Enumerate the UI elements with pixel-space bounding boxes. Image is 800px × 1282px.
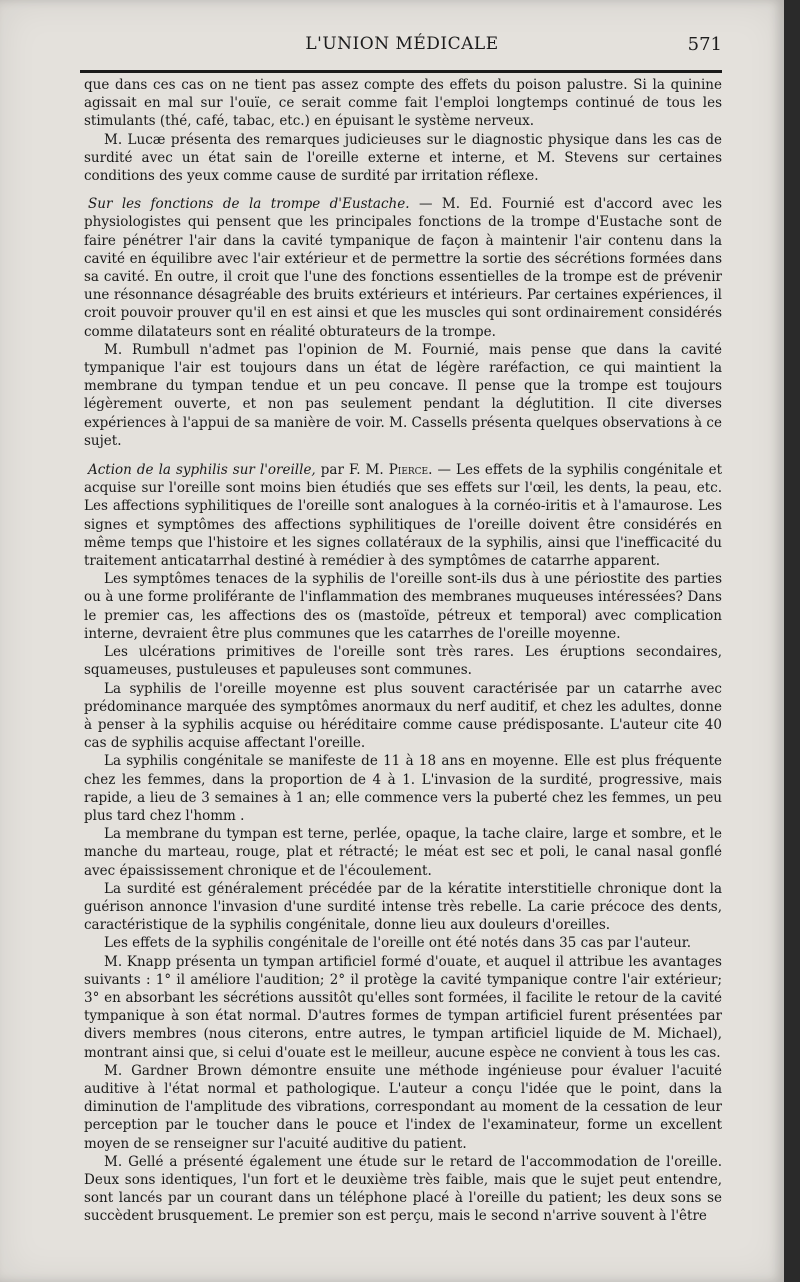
- section-lead-syphilis: . — Les effets de la syphilis congénitale et acquise sur l'oreille sont moins bien étudiés que ses effets sur l'œil, les dents, la peau, etc. Les affections syphilitiques de l'oreille sont analogues à la cornéo-iritis et à l'amaurose. Les signes et symptômes des affections syphilitiques de l'oreille doivent être considérés en même temps que l'histoire et les signes collatéraux de la syphilis, ainsi que l'inefficacité du traitement anticatarrhal destiné à remédier à des symptômes de catarrhe apparent.: [84, 462, 722, 570]
- paragraph-11: La surdité est généralement précédée par de la kératite interstitielle chronique dont la guérison annonce l'invasion d'une surdité intense très rebelle. La carie précoce des dents, caractéristique de la syphilis congénitale, donne lieu aux douleurs d'oreilles.: [84, 880, 722, 934]
- section-syphilis: [84, 461, 722, 570]
- paragraph-15: M. Gellé a présenté également une étude sur le retard de l'accommodation de l'oreille. Deux sons identiques, l'un fort et le deuxième très faible, mais que le sujet peut entendre, sont lancés par un courant dans un téléphone placé à l'oreille du patient; les deux sons se succèdent brusquement. Le premier son est perçu, mais le second n'arrive souvent à l'être: [84, 1153, 722, 1225]
- page-number: 571: [687, 34, 722, 55]
- paragraph-1: que dans ces cas on ne tient pas assez compte des effets du poison palustre. Si la quinine agissait en mal sur l'ouïe, ce serait comme fait l'emploi longtemps continué de tous les stimulants (thé, café, tabac, etc.) en épuisant le système nerveux.: [84, 77, 722, 130]
- paragraph-10: La membrane du tympan est terne, perlée, opaque, la tache claire, large et sombre, et le manche du marteau, rouge, plat et rétracté; le méat est sec et poli, le canal nasal gonflé avec épaississement chronique et de l'écoulement.: [84, 826, 722, 879]
- section-title-eustache: Sur les fonctions de la trompe d'Eustache.: [88, 196, 410, 213]
- section-eustache: [84, 195, 722, 341]
- paragraph-13: M. Knapp présenta un tympan artificiel formé d'ouate, et auquel il attribue les avantages suivants : 1° il améliore l'audition; 2° il protège la cavité tympanique contre l'air extérieur; 3° en absorbant les sécrétions aussitôt qu'elles sont formées, il facilite le retour de la cavité tympanique à son état normal. D'autres formes de tympan artificiel furent présentées par divers membres (nous citerons, entre autres, le tympan artificiel liquide de M. Michael), montrant ainsi que, si celui d'ouate est le meilleur, aucune espèce ne convient à tous les cas.: [84, 953, 722, 1061]
- paragraph-4: M. Rumbull n'admet pas l'opinion de M. Fournié, mais pense que dans la cavité tympanique l'air est toujours dans un état de légère raréfaction, ce qui maintient la membrane du tympan tendue et un peu concave. Il pense que la trompe est toujours légèrement ouverte, et non pas seulement pendant la déglutition. Il cite diverses expériences à l'appui de sa manière de voir. M. Cassells présenta quelques observations à ce sujet.: [84, 341, 722, 449]
- paragraph-2: M. Lucæ présenta des remarques judicieuses sur le diagnostic physique dans les cas de surdité avec un état sain de l'oreille externe et interne, et M. Stevens sur certaines conditions des yeux comme cause de surdité par irritation réflexe.: [84, 131, 722, 185]
- section-author-pre: par F. M.: [315, 462, 389, 479]
- section-lead-eustache: — M. Ed. Fournié est d'accord avec les physiologistes qui pensent que les principales fonctions de la trompe d'Eustache sont de faire pénétrer l'air dans la cavité tympanique de façon à maintenir l'air contenu dans la cavité en équilibre avec l'air extérieur et de permettre la sortie des sécrétions formées dans sa cavité. En outre, il croit que l'une des fonctions essentielles de la trompe est de prévenir une résonnance désagréable des bruits extérieurs et intérieurs. Par certaines expériences, il croit pouvoir prouver qu'il en est ainsi et que les muscles qui sont ordinairement considérés comme dilatateurs sont en réalité obturateurs de la trompe.: [84, 196, 723, 340]
- paragraph-7: Les ulcérations primitives de l'oreille sont très rares. Les éruptions secondaires, squameuses, pustuleuses et papuleuses sont communes.: [84, 644, 722, 679]
- running-title: L'UNION MÉDICALE: [305, 34, 499, 54]
- paragraph-6: Les symptômes tenaces de la syphilis de l'oreille sont-ils dus à une périostite des parties ou à une forme proliférante de l'inflammation des membranes muqueuses intéressées? Dans le premier cas, les affections des os (mastoïde, pétreux et temporal) avec complication interne, devraient être plus communes que les catarrhes de l'oreille moyenne.: [84, 571, 722, 642]
- paragraph-8: La syphilis de l'oreille moyenne est plus souvent caractérisée par un catarrhe avec prédominance marquée des symptômes anormaux du nerf auditif, et chez les adultes, donne à penser à la syphilis acquise ou héréditaire comme cause prédisposante. L'auteur cite 40 cas de syphilis acquise affectant l'oreille.: [84, 680, 722, 752]
- section-author-name: Pierce: [388, 462, 429, 479]
- section-title-syphilis: Action de la syphilis sur l'oreille,: [88, 462, 316, 479]
- header-rule: [80, 70, 722, 73]
- paragraph-14: M. Gardner Brown démontre ensuite une méthode ingénieuse pour évaluer l'acuité auditive à l'état normal et pathologique. L'auteur a conçu l'idée que le point, dans la diminution de l'amplitude des vibrations, correspondant au moment de la cessation de leur perception par le toucher dans le pouce et l'index de l'examinateur, forme un excellent moyen de se renseigner sur l'acuité auditive du patient.: [84, 1062, 722, 1152]
- body-text: [84, 76, 722, 1226]
- paragraph-12: Les effets de la syphilis congénitale de l'oreille ont été notés dans 35 cas par l'auteur.: [104, 935, 692, 952]
- paragraph-9: La syphilis congénitale se manifeste de 11 à 18 ans en moyenne. Elle est plus fréquente chez les femmes, dans la proportion de 4 à 1. L'invasion de la surdité, progressive, mais rapide, a lieu de 3 semaines à 1 an; elle commence vers la puberté chez les femmes, un peu plus tard chez l'homm .: [84, 753, 722, 824]
- page-header: [82, 32, 722, 62]
